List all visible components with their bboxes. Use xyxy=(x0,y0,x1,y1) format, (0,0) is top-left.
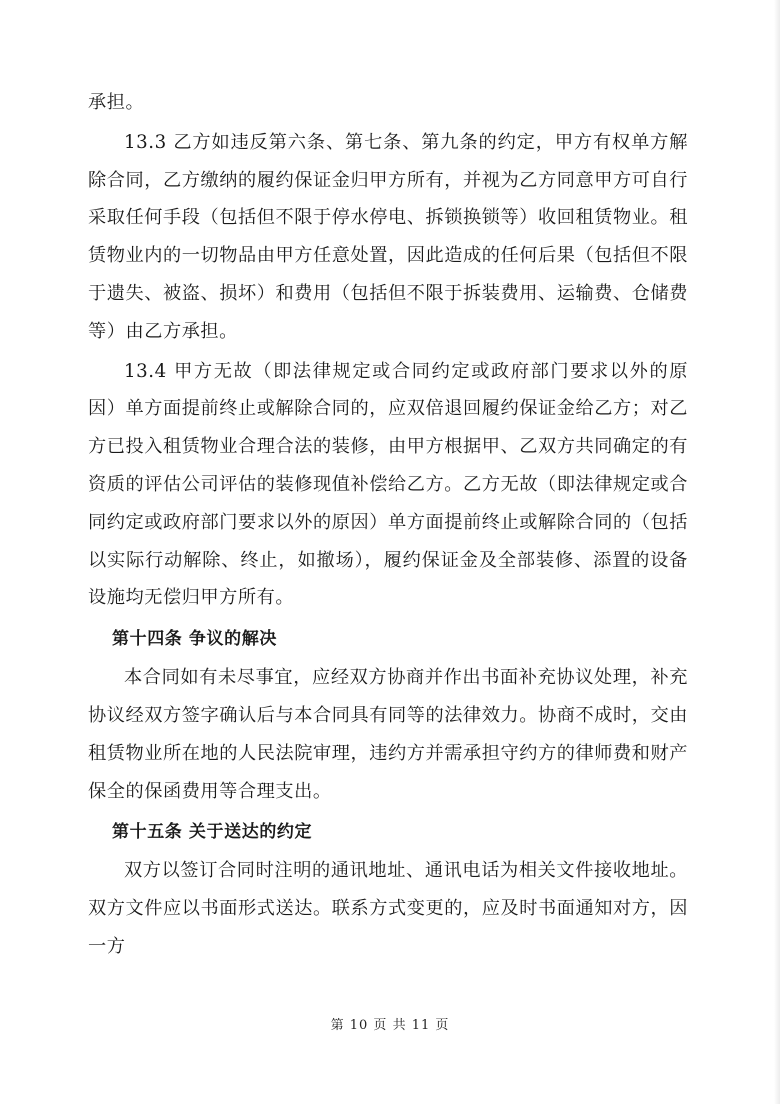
clause-13-3: 13.3 乙方如违反第六条、第七条、第九条的约定，甲方有权单方解除合同，乙方缴纳的履约保证金归甲方所有，并视为乙方同意甲方可自行采取任何手段（包括但不限于停水停电、拆锁换锁等）收回租赁物业。租赁物业内的一切物品由甲方任意处置，因此造成的任何后果（包括但不限于遗失、被盗、损坏）和费用（包括但不限于拆装费用、运输费、仓储费等）由乙方承担。 xyxy=(88,131,688,342)
page-edge-shadow xyxy=(774,0,780,1104)
article-15-heading: 第十五条 关于送达的约定 xyxy=(112,822,313,843)
article-14-body: 本合同如有未尽事宜，应经双方协商并作出书面补充协议处理，补充协议经双方签字确认后与本合同具有同等的法律效力。协商不成时，交由租赁物业所在地的人民法院审理，违约方并需承担守约方的律师费和财产保全的保函费用等合理支出。 xyxy=(88,667,688,802)
article-14-heading: 第十四条 争议的解决 xyxy=(112,629,277,650)
paragraph-continuation: 承担。 xyxy=(88,92,145,113)
clause-13-4: 13.4 甲方无故（即法律规定或合同约定或政府部门要求以外的原因）单方面提前终止或解除合同的，应双倍退回履约保证金给乙方；对乙方已投入租赁物业合理合法的装修，由甲方根据甲、乙双方共同确定的有资质的评估公司评估的装修现值补偿给乙方。乙方无故（即法律规定或合同约定或政府部门要求以外的原因）单方面提前终止或解除合同的（包括以实际行动解除、终止，如撤场），履约保证金及全部装修、添置的设备设施均无偿归甲方所有。 xyxy=(88,360,688,609)
document-body xyxy=(88,84,688,966)
article-15-body: 双方以签订合同时注明的通讯地址、通讯电话为相关文件接收地址。双方文件应以书面形式送达。联系方式变更的，应及时书面通知对方，因一方 xyxy=(88,860,688,957)
page-number-footer: 第 10 页 共 11 页 xyxy=(330,1018,450,1033)
